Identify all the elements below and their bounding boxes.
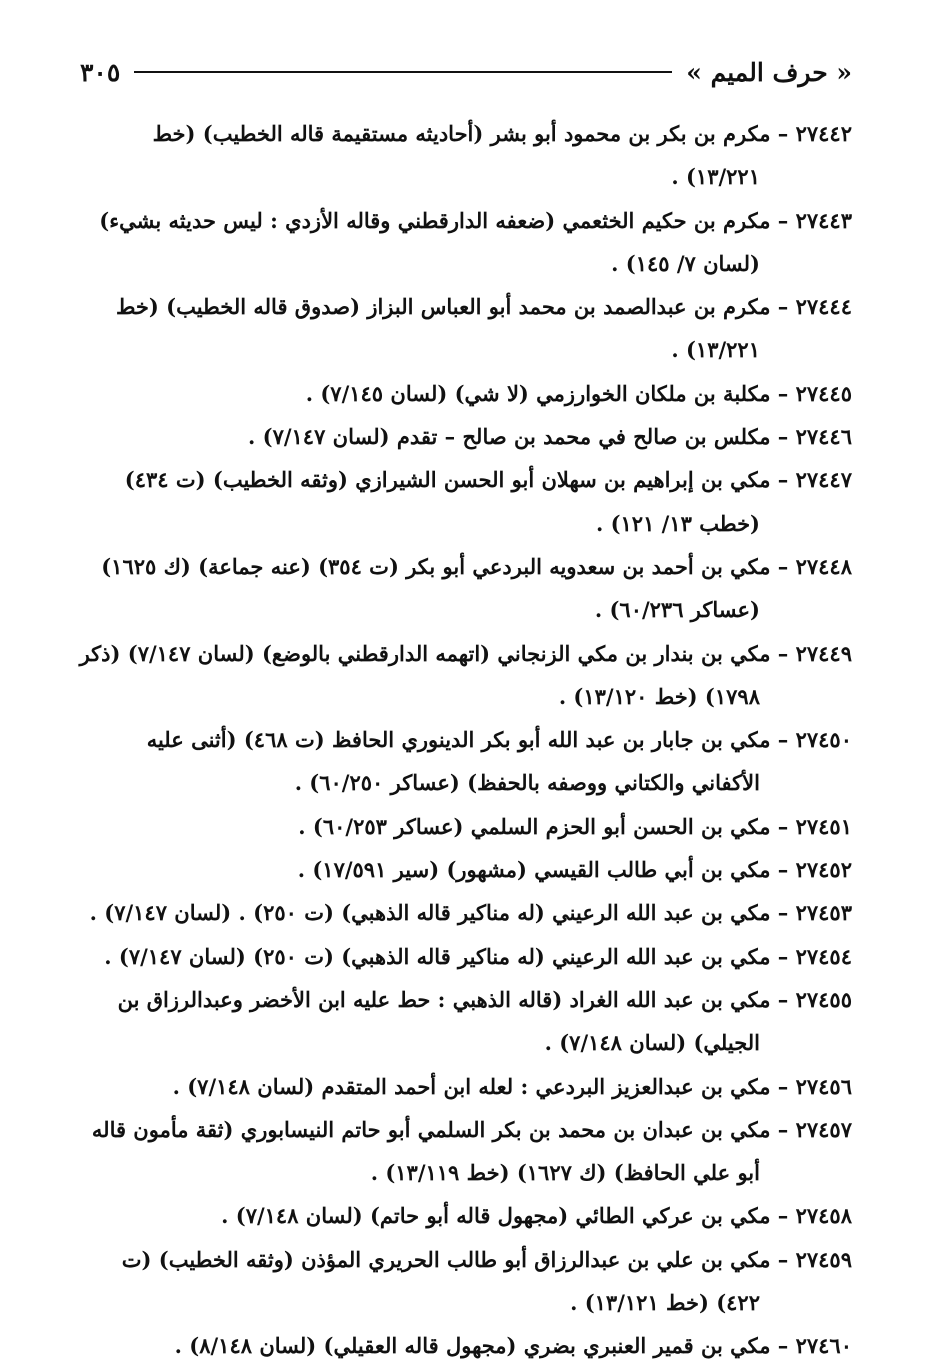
entry-text: مكي بن عبدالعزيز البردعي : لعله ابن أحمد المتقدم (لسان ٧/١٤٨) . bbox=[172, 1073, 771, 1099]
entry-item bbox=[72, 112, 852, 199]
entry-number: ٢٧٤٤٦ bbox=[795, 424, 852, 450]
entry-dash: – bbox=[770, 727, 796, 753]
entry-text: مكي بن الحسن أبو الحزم السلمي (عساكر ٦٠/٢٥٣) . bbox=[298, 813, 771, 839]
entry-dash: – bbox=[770, 294, 796, 320]
entry-item bbox=[72, 718, 852, 805]
entry-item bbox=[72, 372, 852, 415]
entry-item bbox=[72, 1324, 852, 1367]
entry-number: ٢٧٤٤٤ bbox=[795, 294, 852, 320]
entry-dash: – bbox=[770, 1203, 796, 1229]
entry-number: ٢٧٤٥٢ bbox=[795, 857, 852, 883]
entry-dash: – bbox=[770, 943, 796, 969]
entry-text: مكي بن أحمد بن سعدويه البردعي أبو بكر (ت ٣٥٤) (عنه جماعة) (ك ١٦٢٥) (عساكر ٦٠/٢٣٦) . bbox=[101, 553, 771, 623]
entry-dash: – bbox=[770, 1246, 796, 1272]
entry-text: مكي بن علي بن عبدالرزاق أبو طالب الحريري المؤذن (وثقه الخطيب) (ت ٤٢٢) (خط ١٣/١٢١) . bbox=[121, 1246, 771, 1316]
entry-number: ٢٧٤٥٠ bbox=[795, 727, 852, 753]
entry-number: ٢٧٤٤٥ bbox=[795, 380, 852, 406]
entry-number: ٢٧٤٥٥ bbox=[795, 986, 852, 1012]
entry-list bbox=[72, 112, 852, 1368]
entry-number: ٢٧٤٤٣ bbox=[795, 207, 852, 233]
entry-text: مكي بن جابار بن عبد الله أبو بكر الدينوري الحافظ (ت ٤٦٨) (أثنى عليه الأكفاني والكتاني ووصفه بالحفظ) (عساكر ٦٠/٢٥٠) . bbox=[146, 727, 771, 796]
entry-dash: – bbox=[770, 380, 796, 406]
running-title: « حرف الميم » bbox=[686, 57, 852, 87]
entry-item bbox=[72, 1065, 852, 1108]
entry-item bbox=[72, 545, 852, 632]
entry-dash: – bbox=[770, 640, 796, 666]
entry-item bbox=[72, 848, 852, 891]
entry-item bbox=[72, 935, 852, 978]
entry-dash: – bbox=[770, 900, 796, 926]
entry-dash: – bbox=[770, 467, 796, 493]
entry-item bbox=[72, 632, 852, 719]
entry-number: ٢٧٤٥٧ bbox=[795, 1116, 852, 1142]
entry-item bbox=[72, 805, 852, 848]
entry-text: مكي بن عبدان بن محمد بن بكر السلمي أبو حاتم النيسابوري (ثقة مأمون قاله أبو علي الحافظ) (ك ١٦٢٧) (خط ١٣/١١٩) . bbox=[91, 1116, 771, 1186]
entry-number: ٢٧٤٤٧ bbox=[795, 467, 852, 493]
entry-item bbox=[72, 891, 852, 934]
entry-text: مكي بن عبد الله الرعيني (له مناكير قاله الذهبي) (ت ٢٥٠) (لسان ٧/١٤٧) . bbox=[104, 943, 771, 969]
entry-dash: – bbox=[770, 857, 796, 883]
entry-dash: – bbox=[770, 553, 796, 579]
entry-text: مكرم بن حكيم الخثعمي (ضعفه الدارقطني وقاله الأزدي : ليس حديثه بشيء) (لسان ٧/ ١٤٥) . bbox=[99, 207, 771, 276]
entry-dash: – bbox=[770, 1333, 796, 1359]
entry-item bbox=[72, 1194, 852, 1237]
entry-dash: – bbox=[770, 1116, 796, 1142]
entry-text: مكي بن إبراهيم بن سهلان أبو الحسن الشيرازي (وثقه الخطيب) (ت ٤٣٤) (خطب ١٣/ ١٢١) . bbox=[124, 467, 771, 536]
entry-number: ٢٧٤٦٠ bbox=[795, 1333, 852, 1359]
page-header bbox=[80, 54, 852, 90]
entry-item bbox=[72, 978, 852, 1065]
entry-item bbox=[72, 285, 852, 372]
entry-text: مكلس بن صالح في محمد بن صالح – تقدم (لسان ٧/١٤٧) . bbox=[248, 424, 771, 450]
entry-number: ٢٧٤٥٤ bbox=[795, 943, 852, 969]
entry-number: ٢٧٤٥٣ bbox=[795, 900, 852, 926]
entry-dash: – bbox=[770, 1073, 796, 1099]
entry-text: مكي بن عبد الله الرعيني (له مناكير قاله الذهبي) (ت ٢٥٠) . (لسان ٧/١٤٧) . bbox=[89, 900, 771, 926]
entry-number: ٢٧٤٤٢ bbox=[795, 121, 852, 146]
entry-number: ٢٧٤٥١ bbox=[795, 813, 852, 839]
entry-number: ٢٧٤٥٩ bbox=[795, 1246, 852, 1272]
entry-dash: – bbox=[770, 121, 796, 146]
entry-dash: – bbox=[770, 424, 796, 450]
entry-item bbox=[72, 415, 852, 458]
entry-number: ٢٧٤٥٨ bbox=[795, 1203, 852, 1229]
entry-item bbox=[72, 1108, 852, 1195]
entry-number: ٢٧٤٥٦ bbox=[795, 1073, 852, 1099]
entry-number: ٢٧٤٤٩ bbox=[795, 640, 852, 666]
entry-text: مكرم بن بكر بن محمود أبو بشر (أحاديثه مستقيمة قاله الخطيب) (خط ١٣/٢٢١) . bbox=[152, 121, 771, 190]
entry-number: ٢٧٤٤٨ bbox=[795, 553, 852, 579]
entry-dash: – bbox=[770, 813, 796, 839]
entry-text: مكي بن بندار بن مكي الزنجاني (اتهمه الدارقطني بالوضع) (لسان ٧/١٤٧) (ذكر ١٧٩٨) (خط ١٣/١٢٠) . bbox=[79, 640, 771, 709]
entry-text: مكي بن قمير العنبري بضري (مجهول قاله العقيلي) (لسان ٨/١٤٨) . bbox=[174, 1333, 771, 1359]
header-rule bbox=[134, 71, 672, 73]
entry-item bbox=[72, 458, 852, 545]
entry-text: مكي بن عركي الطائي (مجهول قاله أبو حاتم) (لسان ٧/١٤٨) . bbox=[221, 1203, 771, 1229]
entry-text: مكي بن أبي طالب القيسي (مشهور) (سير ١٧/٥٩١) . bbox=[297, 857, 771, 883]
entry-dash: – bbox=[770, 207, 796, 233]
entry-item bbox=[72, 1238, 852, 1325]
entry-text: مكرم بن عبدالصمد بن محمد أبو العباس البزاز (صدوق قاله الخطيب) (خط ١٣/٢٢١) . bbox=[116, 294, 771, 363]
entry-text: مكي بن عبد الله الغراد (قاله الذهبي : حط عليه ابن الأخضر وعبدالرزاق بن الجيلي) (لسان ٧/١٤٨) . bbox=[117, 986, 771, 1056]
entry-dash: – bbox=[770, 986, 796, 1012]
page-number: ٣٠٥ bbox=[80, 57, 121, 87]
entry-text: مكلبة بن ملكان الخوارزمي (لا شي) (لسان ٧/١٤٥) . bbox=[305, 380, 771, 406]
entry-item bbox=[72, 199, 852, 286]
